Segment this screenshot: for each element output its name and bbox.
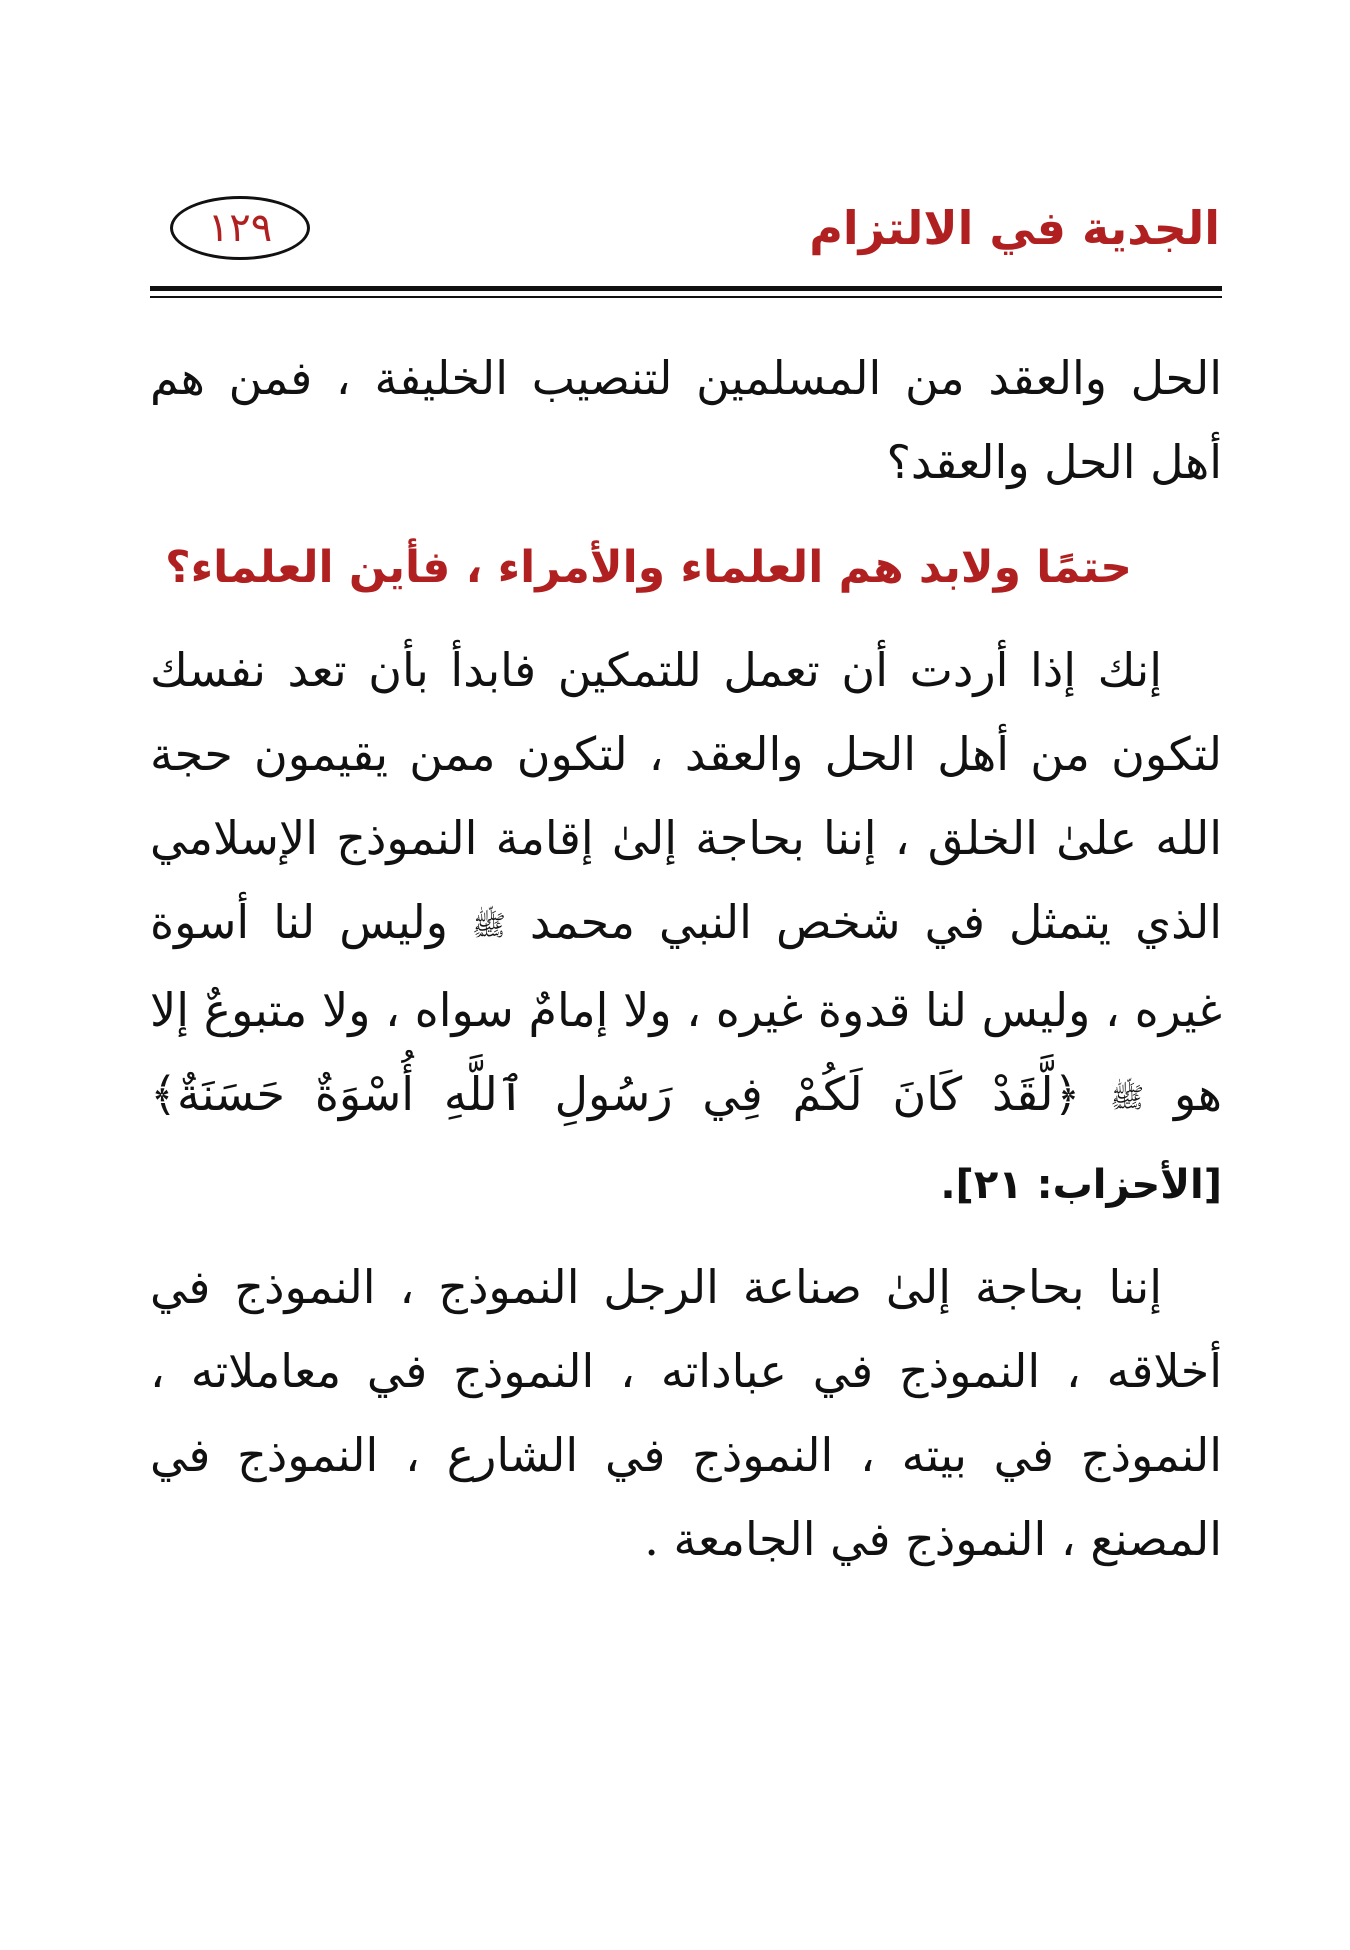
page-number-badge: ١٢٩ bbox=[170, 196, 310, 260]
running-title: الجدية في الالتزام bbox=[809, 201, 1220, 255]
verse-reference: [الأحزاب: ٢١]. bbox=[940, 1162, 1222, 1208]
header-rule-thick bbox=[150, 286, 1222, 291]
honorific-glyph: ﷺ bbox=[472, 909, 506, 942]
quran-verse: ﴿لَّقَدْ كَانَ لَكُمْ فِي رَسُولِ ٱللَّهِ أُسْوَةٌ حَسَنَةٌ﴾ bbox=[150, 1067, 1081, 1121]
paragraph-3: إننا بحاجة إلىٰ صناعة الرجل النموذج ، النموذج في أخلاقه ، النموذج في عباداته ، النموذج في معاملاته ، النموذج في بيته ، النموذج في الشارع ، النموذج في المصنع ، النموذج في الجامعة . bbox=[150, 1260, 1222, 1566]
honorific-glyph: ﷺ bbox=[1110, 1081, 1145, 1114]
paragraph-1: الحل والعقد من المسلمين لتنصيب الخليفة ، فمن هم أهل الحل والعقد؟ bbox=[150, 351, 1222, 489]
section-heading: حتمًا ولابد هم العلماء والأمراء ، فأين العلماء؟ bbox=[165, 542, 1132, 593]
paragraph-gap bbox=[150, 1227, 1222, 1245]
page-content bbox=[150, 336, 1222, 1581]
page-header bbox=[150, 188, 1220, 278]
paragraph-2-part-2: وليس لنا أسوة غيره ، وليس لنا قدوة غيره ، ولا إمامٌ سواه ، ولا متبوعٌ إلا هو bbox=[150, 895, 1222, 1121]
header-rule-thin bbox=[150, 296, 1222, 298]
paragraph-2 bbox=[150, 628, 1222, 1227]
paragraph-2-part-1: إنك إذا أردت أن تعمل للتمكين فابدأ بأن تعد نفسك لتكون من أهل الحل والعقد ، لتكون ممن يقيمون حجة الله علىٰ الخلق ، إننا بحاجة إلىٰ إقامة النموذج الإسلامي الذي يتمثل في شخص النبي محمد bbox=[150, 643, 1223, 949]
